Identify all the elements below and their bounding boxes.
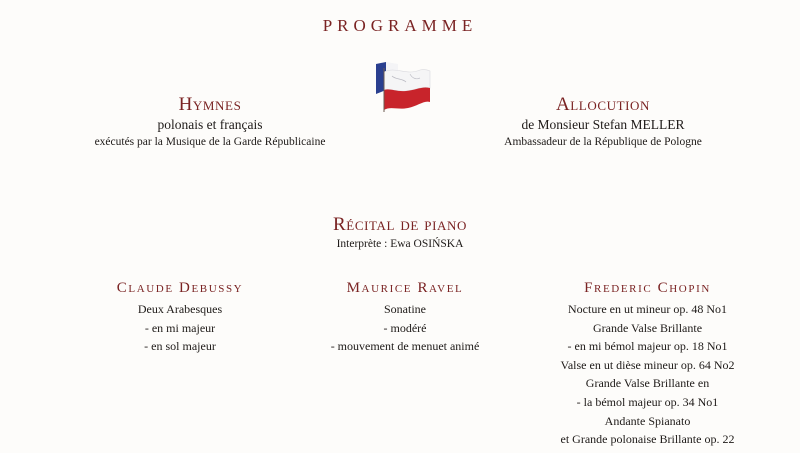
chopin-column xyxy=(530,278,765,449)
hymnes-section xyxy=(60,94,360,150)
programme-title: PROGRAMME xyxy=(322,16,478,35)
piece-line: Grande Valse Brillante en xyxy=(585,376,710,391)
allocution-section xyxy=(448,94,758,150)
piece-line: - en sol majeur xyxy=(144,339,216,354)
piece-line: - la bémol majeur op. 34 No1 xyxy=(576,394,719,409)
piece-line: Grande Valse Brillante xyxy=(592,320,703,335)
allocution-line2: Ambassadeur de la République de Pologne xyxy=(504,136,702,148)
composer-name: Claude Debussy xyxy=(116,280,244,296)
allocution-heading: Allocution xyxy=(555,94,651,115)
hymnes-line2: exécutés par la Musique de la Garde Républicaine xyxy=(94,136,326,148)
piece-line: Sonatine xyxy=(384,302,426,316)
piece-line: - mouvement de menuet animé xyxy=(330,339,480,354)
composer-name: Maurice Ravel xyxy=(346,280,464,296)
recital-section xyxy=(250,214,550,252)
piece-line: Nocture en ut mineur op. 48 No1 xyxy=(568,302,727,316)
flags-icon xyxy=(372,58,434,114)
piece-line: - en mi bémol majeur op. 18 No1 xyxy=(567,339,728,354)
allocution-line1: de Monsieur Stefan MELLER xyxy=(521,117,685,132)
hymnes-heading: Hymnes xyxy=(178,94,242,115)
recital-heading: Récital de piano xyxy=(333,214,467,235)
piece-line: - en mi majeur xyxy=(144,320,216,335)
piece-line: et Grande polonaise Brillante op. 22 xyxy=(560,432,735,447)
composer-name: Frederic Chopin xyxy=(584,280,711,296)
hymnes-line1: polonais et français xyxy=(157,117,263,132)
recital-performer: Interprète : Ewa OSIŃSKA xyxy=(336,238,464,250)
piece-line: Andante Spianato xyxy=(604,413,691,428)
piece-line: Deux Arabesques xyxy=(137,302,223,316)
ravel-column xyxy=(295,278,515,356)
debussy-column xyxy=(60,278,300,356)
piece-line: - modéré xyxy=(383,320,427,335)
piece-line: Valse en ut dièse mineur op. 64 No2 xyxy=(560,357,735,372)
